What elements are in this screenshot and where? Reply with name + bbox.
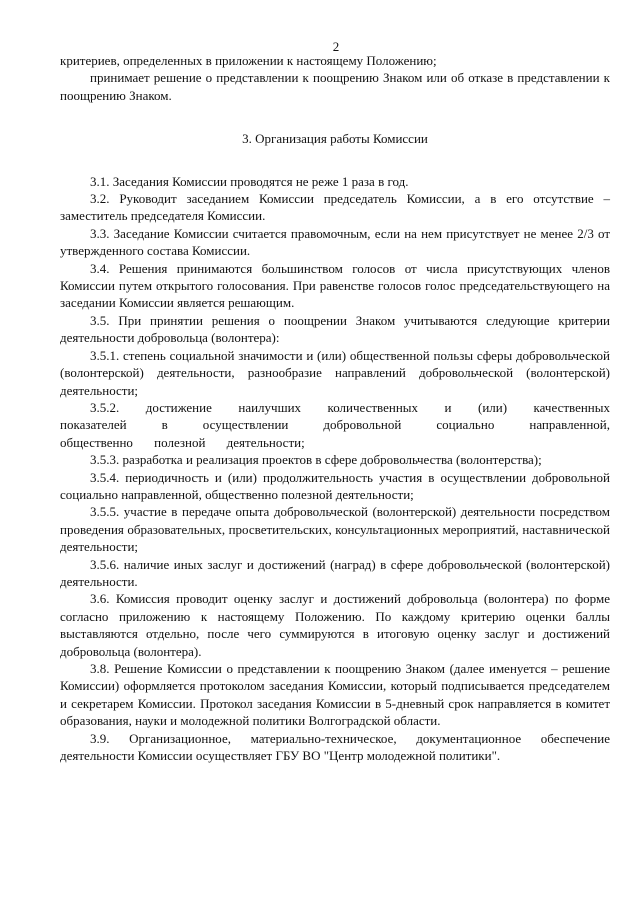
- intro-line-1: критериев, определенных в приложении к настоящему Положению;: [60, 53, 437, 68]
- paragraph-3-4: 3.4. Решения принимаются большинством голосов от числа присутствующих членов Комиссии путем открытого голосования. При равенстве голосов голос председательствующего на заседании Комиссии является решающим.: [60, 260, 610, 311]
- paragraph-3-6: 3.6. Комиссия проводит оценку заслуг и достижений добровольца (волонтера) по форме согласно приложению к настоящему Положению. По каждому критерию оценки баллы выставляются отдельно, после чего суммируются в итоговую оценку заслуг и достижений добровольца (волонтера).: [60, 591, 610, 659]
- paragraph-3-5-5: 3.5.5. участие в передаче опыта добровольческой (волонтерской) деятельности посредством проведения образовательных, просветительских, консультационных мероприятий, наставнической деятельности;: [60, 504, 610, 555]
- page-number: 2: [332, 39, 340, 54]
- paragraph-3-2: 3.2. Руководит заседанием Комиссии председатель Комиссии, а в его отсутствие – заместитель председателя Комиссии.: [60, 191, 610, 224]
- document-body: [60, 52, 610, 764]
- section-title: 3. Организация работы Комиссии: [242, 131, 428, 147]
- paragraph-3-8: 3.8. Решение Комиссии о представлении к поощрению Знаком (далее именуется – решение Комиссии) оформляется протоколом заседания Комиссии, который подписывается председателем и секретарем Комиссии. Протокол заседания Комиссии в 5-дневный срок направляется в комитет образования, науки и молодежной политики Волгоградской области.: [60, 661, 610, 729]
- paragraph-3-5-3: 3.5.3. разработка и реализация проектов в сфере добровольчества (волонтерства);: [90, 452, 542, 468]
- paragraph-3-5-1: 3.5.1. степень социальной значимости и (или) общественной пользы сферы добровольческой (волонтерской) деятельности, разнообразие направлений добровольческой (волонтерской) деятельности;: [60, 347, 610, 398]
- paragraph-3-5-6: 3.5.6. наличие иных заслуг и достижений (наград) в сфере добровольческой (волонтерской) деятельности.: [60, 556, 610, 589]
- paragraph-3-9: 3.9. Организационное, материально-техническое, документационное обеспечение деятельности Комиссии осуществляет ГБУ ВО "Центр молодежной политики".: [60, 730, 610, 764]
- paragraph-3-5: 3.5. При принятии решения о поощрении Знаком учитываются следующие критерии деятельности добровольца (волонтера):: [60, 312, 610, 346]
- paragraph-3-5-4: 3.5.4. периодичность и (или) продолжительность участия в осуществлении добровольной социально направленной, общественно полезной деятельности;: [60, 469, 610, 502]
- paragraph-3-5-2: 3.5.2. достижение наилучших количественных и (или) качественных показателей в осуществлении добровольной социально направленной, общественно полезной деятельности;: [60, 399, 610, 450]
- intro-line-2: принимает решение о представлении к поощрению Знаком или об отказе в представлении к поощрению Знаком.: [60, 70, 610, 103]
- paragraph-3-1: 3.1. Заседания Комиссии проводятся не реже 1 раза в год.: [90, 173, 409, 189]
- paragraph-3-3: 3.3. Заседание Комиссии считается правомочным, если на нем присутствует не менее 2/3 от утвержденного состава Комиссии.: [60, 225, 610, 259]
